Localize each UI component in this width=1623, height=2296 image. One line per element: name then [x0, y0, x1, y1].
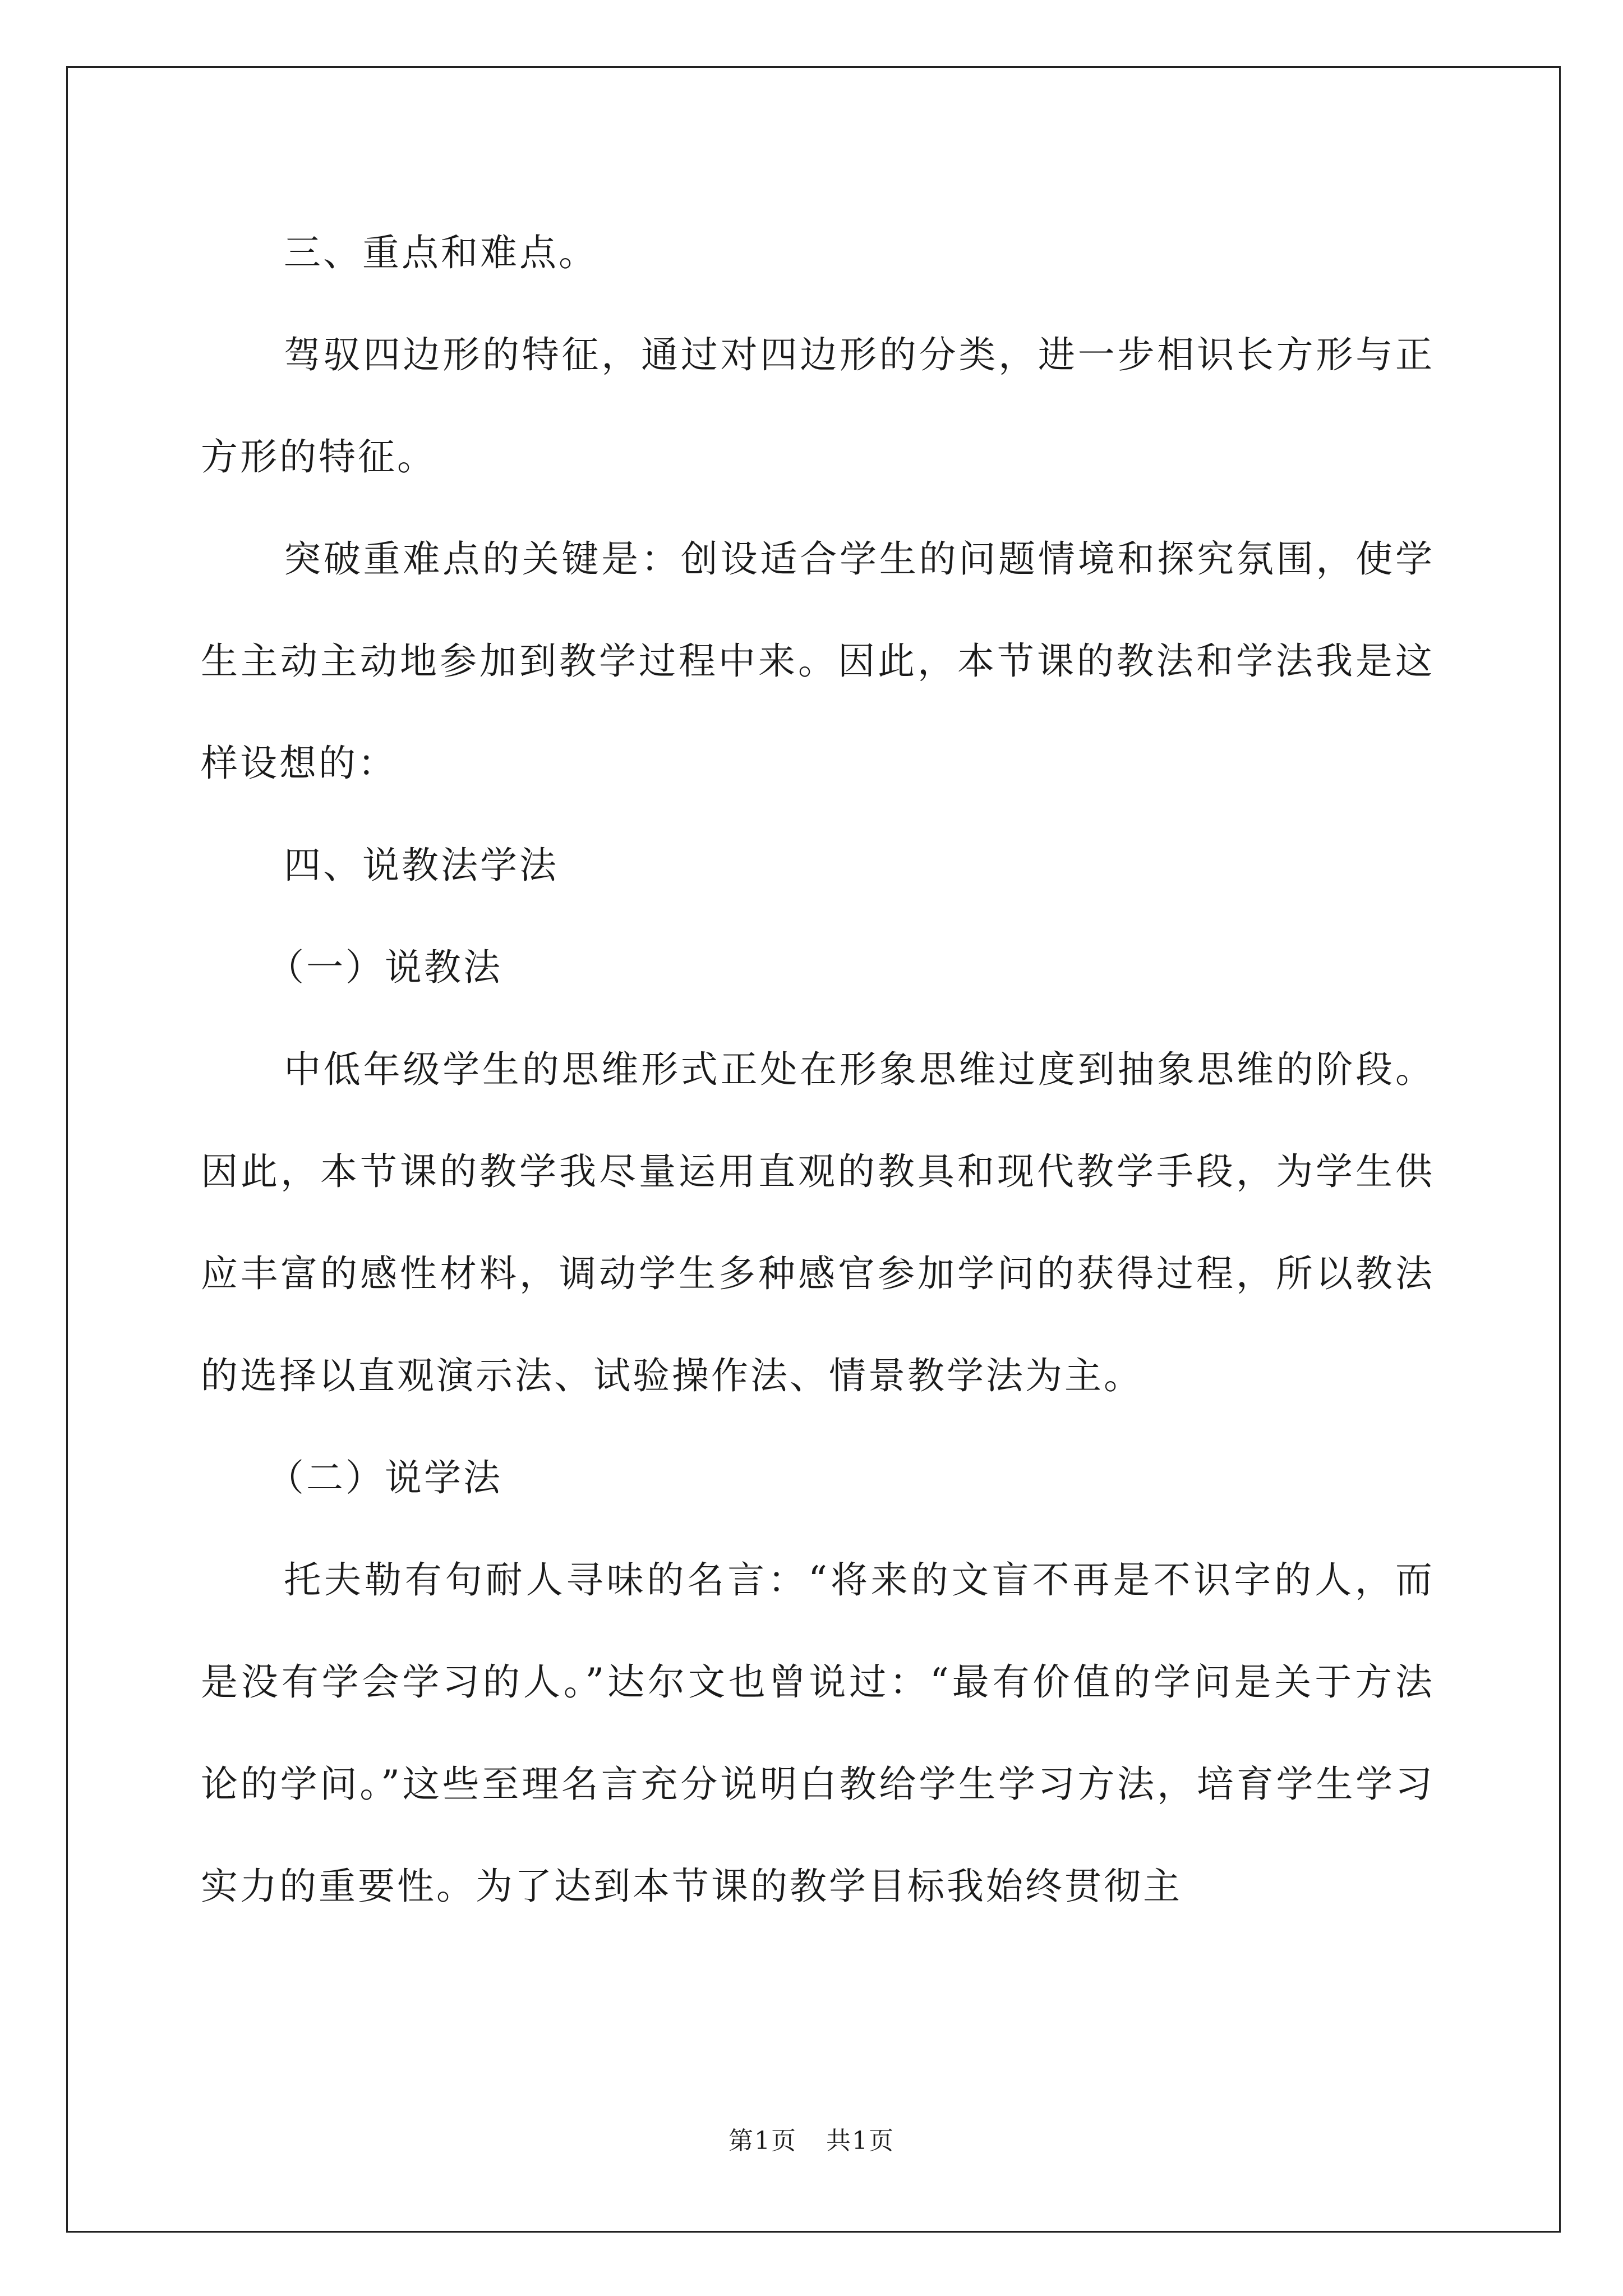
page-total: 共1页 — [826, 2127, 895, 2155]
paragraph-key-point: 驾驭四边形的特征，通过对四边形的分类，进一步相识长方形与正方形的特征。 — [201, 333, 1435, 478]
section-heading-methods: 四、说教法学法 — [284, 844, 559, 887]
paragraph-breakthrough: 突破重难点的关键是：创设适合学生的问题情境和探究氛围，使学生主动主动地参加到教学过程中来。因此，本节课的教法和学法我是这样设想的： — [201, 537, 1435, 785]
paragraph-teaching-method: 中低年级学生的思维形式正处在形象思维过度到抽象思维的阶段。因此，本节课的教学我尽量运用直观的教具和现代教学手段，为学生供应丰富的感性材料，调动学生多种感官参加学问的获得过程，所以教法的选择以直观演示法、试验操作法、情景教学法为主。 — [201, 1048, 1435, 1397]
subheading-learning-method: （二）说学法 — [267, 1456, 502, 1499]
page-footer — [0, 2120, 1623, 2156]
section-heading-key-points: 三、重点和难点。 — [284, 231, 598, 274]
subheading-teaching-method: （一）说教法 — [267, 946, 502, 989]
page-number: 第1页 — [728, 2127, 797, 2155]
document-body — [201, 202, 1435, 1938]
paragraph-learning-method: 托夫勒有句耐人寻味的名言：“将来的文盲不再是不识字的人，而是没有学会学习的人。”达尔文也曾说过：“最有价值的学问是关于方法论的学问。”这些至理名言充分说明白教给学生学习方法，培育学生学习实力的重要性。为了达到本节课的教学目标我始终贯彻主 — [201, 1558, 1435, 1908]
